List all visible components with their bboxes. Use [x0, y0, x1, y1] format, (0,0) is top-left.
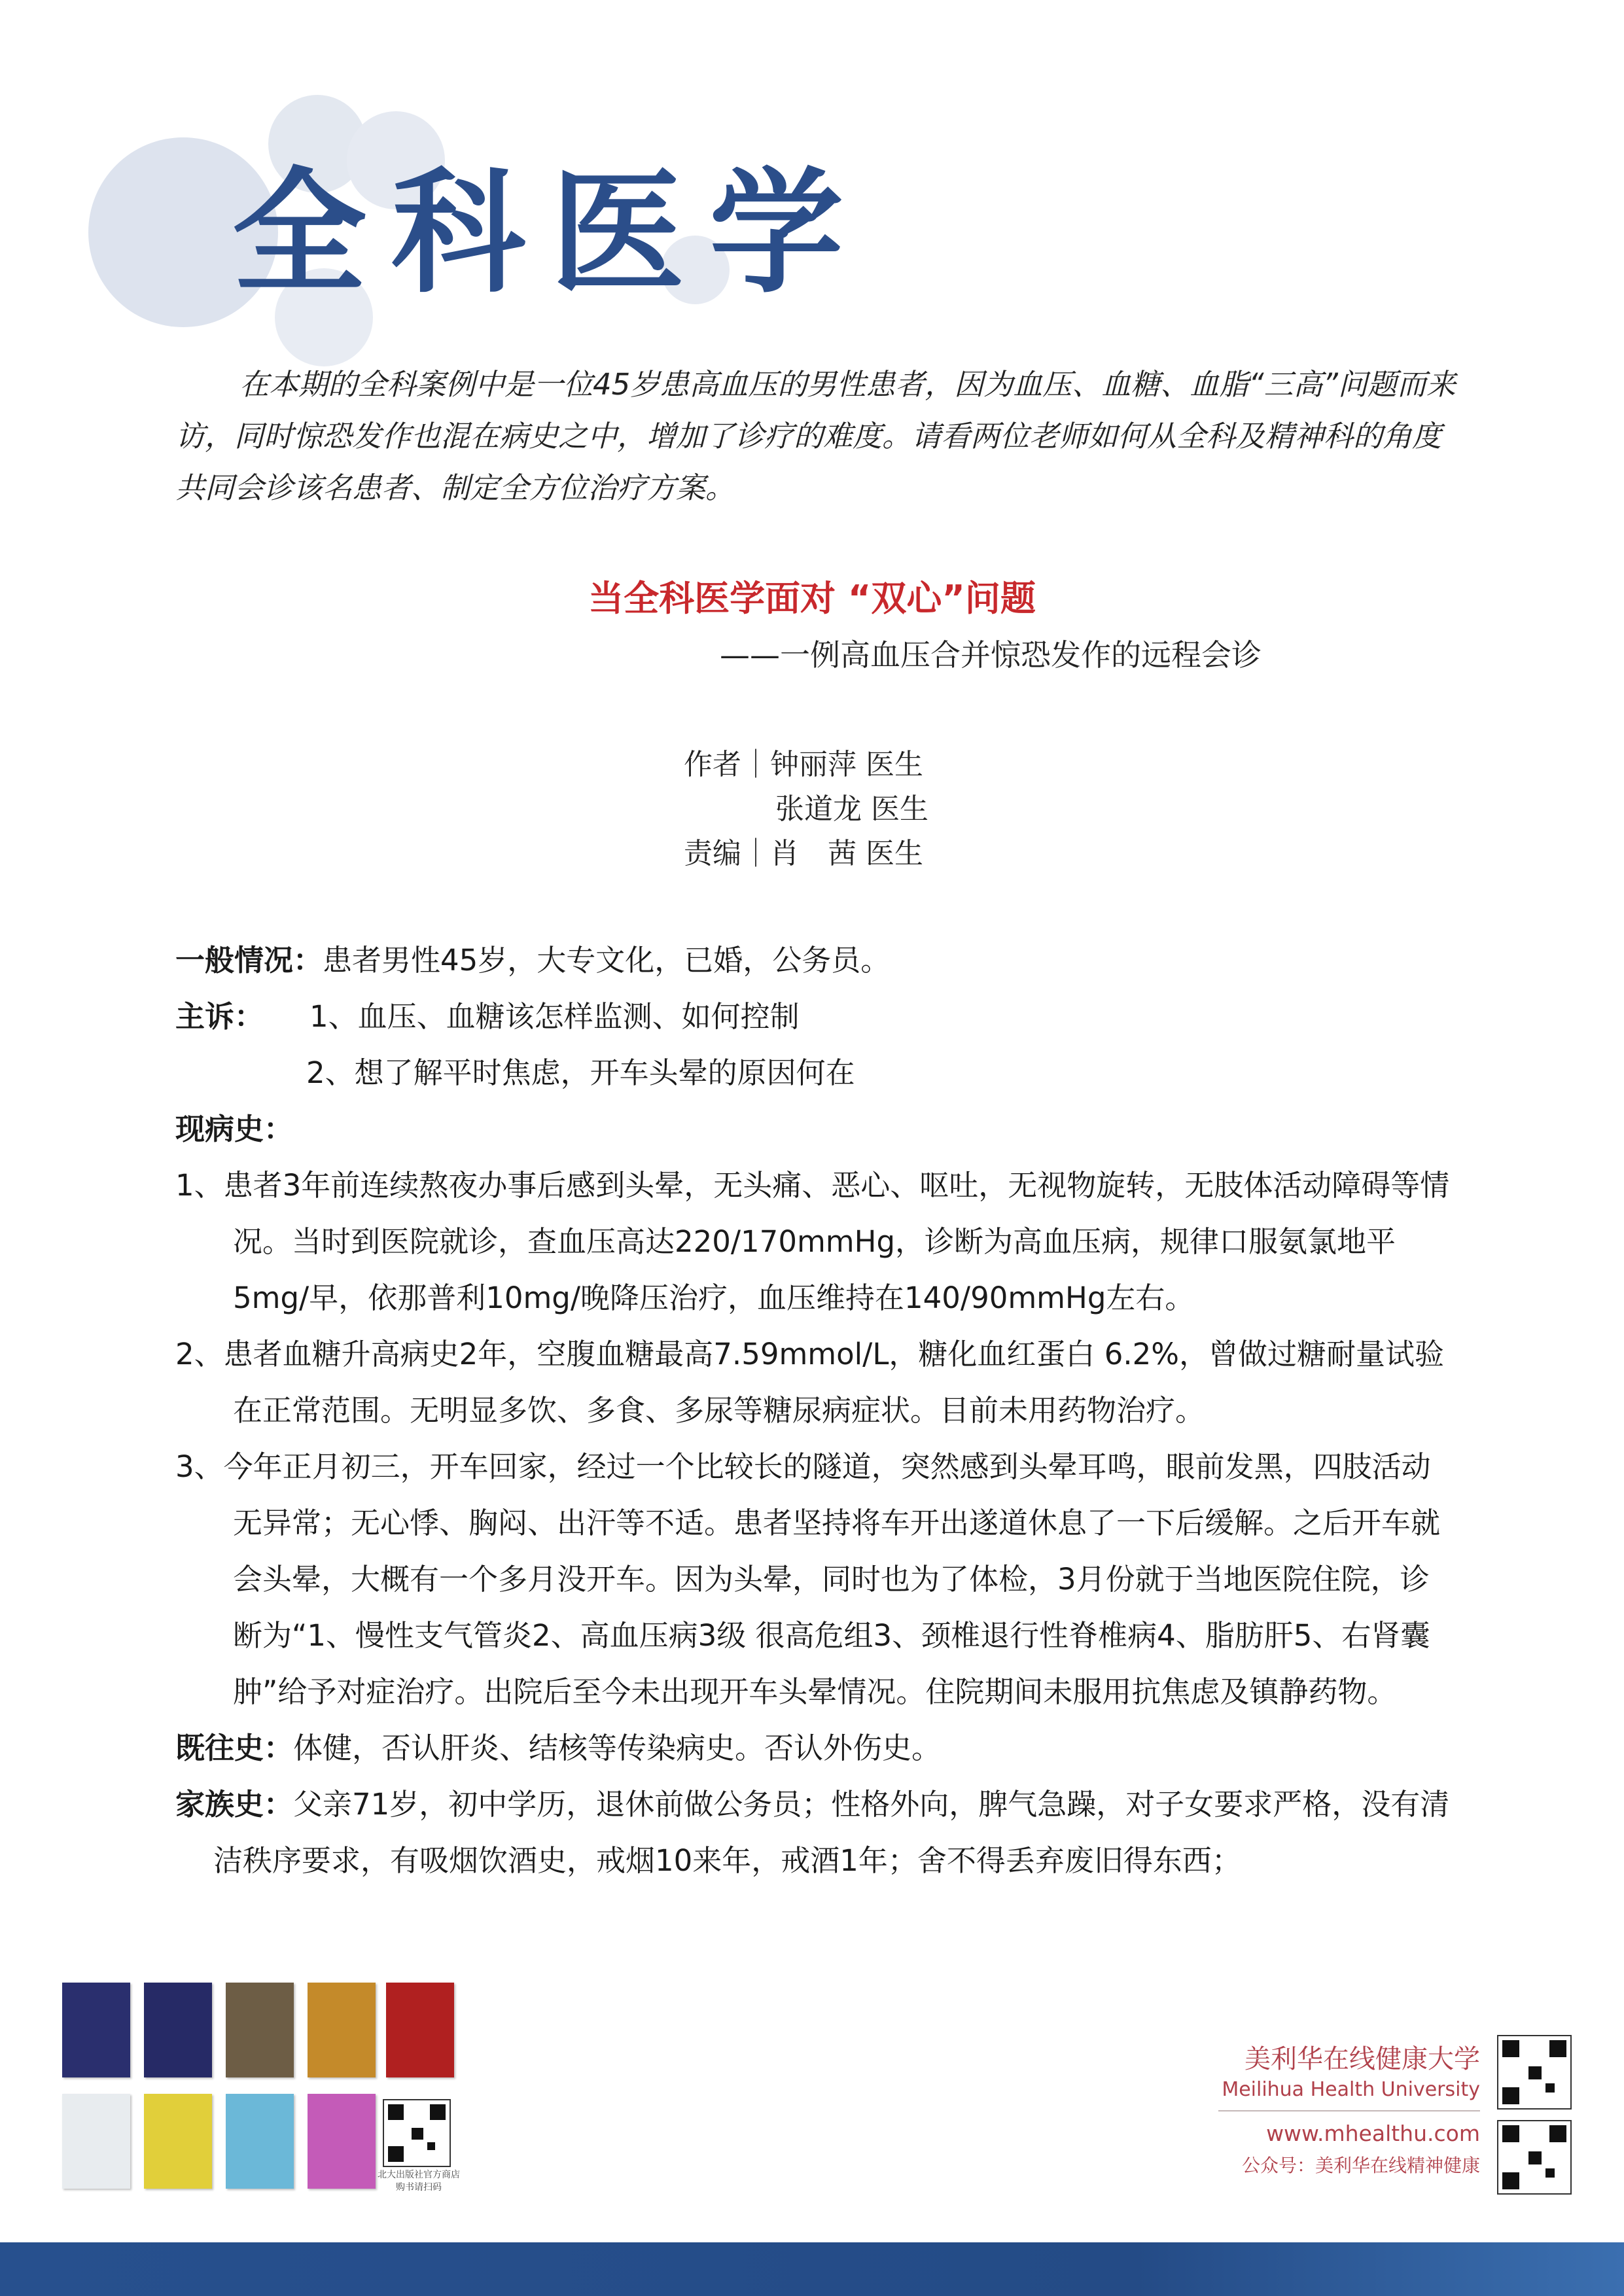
book-cover-1[interactable] — [62, 1983, 130, 2077]
book-cover-2[interactable] — [144, 1983, 212, 2077]
footer-bar — [0, 2242, 1624, 2296]
brand-qr-bottom-icon[interactable] — [1497, 2120, 1572, 2195]
brand-wechat: 公众号：美利华在线精神健康 — [1241, 2155, 1480, 2176]
case-body — [175, 932, 1458, 1889]
brand-name-cn: 美利华在线健康大学 — [1244, 2044, 1480, 2074]
brand-block — [1218, 2038, 1480, 2178]
credits — [684, 743, 928, 876]
family-text: 父亲71岁，初中学历，退休前做公务员；性格外向，脾气急躁，对子女要求严格，没有清洁秩序要求，有吸烟饮酒史，戒烟10来年，戒酒1年；舍不得丢弃废旧得东西； — [213, 1787, 1450, 1878]
general-section — [175, 932, 1458, 989]
bookstore-qr-icon[interactable] — [383, 2099, 451, 2167]
complaint-2: 2、想了解平时焦虑，开车头晕的原因何在 — [306, 1055, 855, 1090]
history-item-2: 2、患者血糖升高病史2年，空腹血糖最高7.59mmol/L，糖化血红蛋白 6.2%，曾做过糖耐量试验在正常范围。无明显多饮、多食、多尿等糖尿病症状。目前未用药物治疗。 — [175, 1337, 1445, 1428]
complaint-section — [175, 989, 1458, 1045]
book-cover-4[interactable] — [308, 1983, 376, 2077]
article-subtitle: ——一例高血压合并惊恐发作的远程会诊 — [720, 637, 1262, 673]
bookstore-caption: 北大出版社官方商店购书请扫码 — [378, 2170, 460, 2193]
brand-url[interactable]: www.mhealthu.com — [1266, 2121, 1480, 2146]
intro-paragraph: 在本期的全科案例中是一位45岁患高血压的男性患者，因为血压、血糖、血脂“三高”问题而来访，同时惊恐发作也混在病史之中，增加了诊疗的难度。请看两位老师如何从全科及精神科的角度共同会诊该名患者、制定全方位治疗方案。 — [175, 367, 1456, 505]
general-text: 患者男性45岁，大专文化，已婚，公务员。 — [323, 943, 891, 978]
family-label: 家族史： — [175, 1787, 294, 1822]
editor-line: 责编｜肖 茜 医生 — [684, 837, 923, 870]
author2-line — [684, 787, 928, 832]
brand-divider — [1218, 2110, 1480, 2111]
history-item-3: 3、今年正月初三，开车回家，经过一个比较长的隧道，突然感到头晕耳鸣，眼前发黑，四肢活动无异常；无心悸、胸闷、出汗等不适。患者坚持将车开出遂道休息了一下后缓解。之后开车就会头晕，大概有一个多月没开车。因为头晕，同时也为了体检，3月份就于当地医院住院，诊断为“1、慢性支气管炎2、高血压病3级 很高危组3、颈椎退行性脊椎病4、脂肪肝5、右肾囊肿”给予对症治疗。出院后至今未出现开车头晕情况。住院期间未服用抗焦虑及镇静药物。 — [175, 1449, 1441, 1709]
history-item-1: 1、患者3年前连续熬夜办事后感到头晕，无头痛、恶心、呕吐，无视物旋转，无肢体活动障碍等情况。当时到医院就诊，查血压高达220/170mmHg，诊断为高血压病，规律口服氨氯地平5mg/早，依那普利10mg/晚降压治疗，血压维持在140/90mmHg左右。 — [175, 1168, 1450, 1315]
article-title: 当全科医学面对 “双心”问题 — [588, 578, 1036, 619]
author-line: 作者｜钟丽萍 医生 — [684, 748, 923, 781]
family-section — [175, 1776, 1458, 1889]
complaint-label: 主诉： — [175, 999, 264, 1034]
book-cover-8[interactable] — [226, 2094, 294, 2189]
brand-name-en: Meilihua Health University — [1222, 2078, 1480, 2101]
book-cover-5[interactable] — [386, 1983, 454, 2077]
book-cover-7[interactable] — [144, 2094, 212, 2189]
page-title: 全科医学 — [232, 156, 868, 311]
past-section — [175, 1720, 1458, 1776]
brand-qr-top-icon[interactable] — [1497, 2035, 1572, 2110]
general-label: 一般情况： — [175, 943, 323, 978]
author2: 张道龙 医生 — [775, 792, 928, 826]
book-cover-9[interactable] — [308, 2094, 376, 2189]
past-label: 既往史： — [175, 1731, 294, 1765]
history-label-text: 现病史： — [175, 1112, 294, 1146]
book-cover-6[interactable] — [62, 2094, 130, 2189]
complaint-1: 1、血压、血糖该怎样监测、如何控制 — [309, 999, 800, 1034]
book-cover-3[interactable] — [226, 1983, 294, 2077]
history-label — [175, 1101, 1458, 1157]
past-text: 体健，否认肝炎、结核等传染病史。否认外伤史。 — [293, 1731, 942, 1765]
